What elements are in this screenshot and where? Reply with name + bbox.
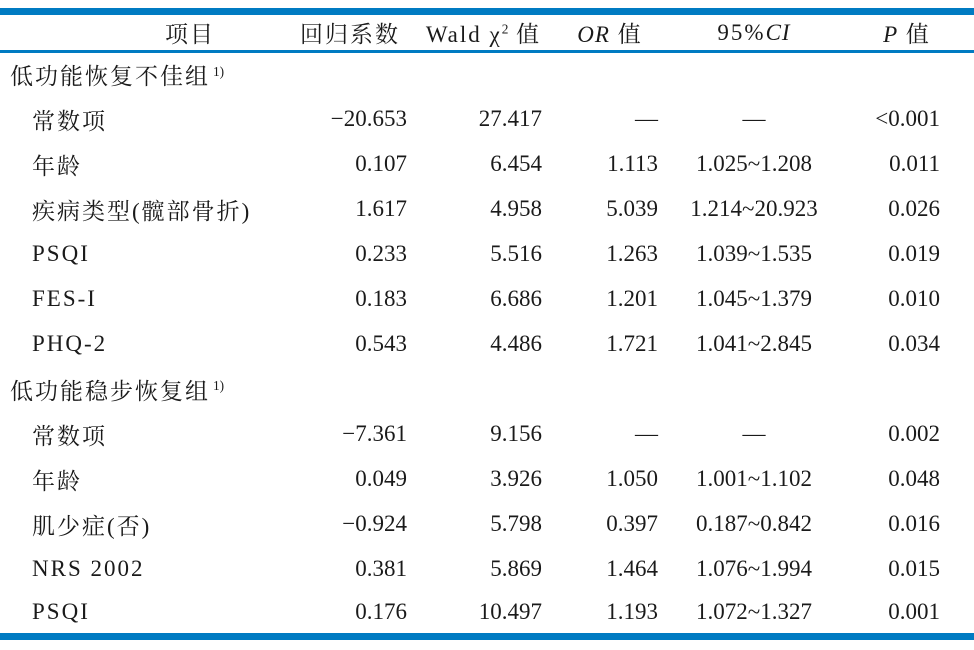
cell-wald: 27.417 bbox=[478, 106, 542, 131]
cell-coef: 0.381 bbox=[355, 556, 407, 581]
cell-wald: 9.156 bbox=[490, 421, 542, 446]
cell-item: 常数项 bbox=[32, 423, 107, 449]
header-row bbox=[0, 12, 974, 52]
cell-or: — bbox=[635, 421, 658, 446]
cell-item: 肌少症(否) bbox=[32, 513, 152, 539]
group-header-row bbox=[0, 52, 974, 97]
table-row bbox=[0, 142, 974, 187]
cell-item: NRS 2002 bbox=[32, 556, 145, 581]
table-row bbox=[0, 457, 974, 502]
group-label-cell bbox=[0, 367, 974, 412]
cell-coef: 0.176 bbox=[355, 599, 407, 625]
cell-item: PSQI bbox=[32, 599, 90, 625]
cell-coef: −0.924 bbox=[342, 511, 407, 536]
cell-coef: −7.361 bbox=[342, 421, 407, 446]
cell-item: 常数项 bbox=[32, 108, 107, 134]
cell-coef: 0.233 bbox=[355, 241, 407, 266]
cell-ci: 1.001~1.102 bbox=[696, 466, 812, 491]
cell-ci: 1.214~20.923 bbox=[690, 196, 818, 221]
cell-or: 1.201 bbox=[606, 286, 658, 311]
group-footnote-marker: 1) bbox=[213, 63, 225, 79]
table-row bbox=[0, 412, 974, 457]
table-row bbox=[0, 322, 974, 367]
cell-or: 1.193 bbox=[606, 599, 658, 625]
cell-coef: 0.183 bbox=[355, 286, 407, 311]
group-label: 低功能稳步恢复组 bbox=[10, 378, 210, 404]
regression-results-table bbox=[0, 8, 974, 640]
group-label-cell bbox=[0, 52, 974, 97]
cell-or: 1.721 bbox=[606, 331, 658, 356]
cell-ci: 1.076~1.994 bbox=[696, 556, 812, 581]
cell-p: 0.010 bbox=[888, 286, 940, 311]
table-row bbox=[0, 277, 974, 322]
cell-ci: 1.045~1.379 bbox=[696, 286, 812, 311]
cell-ci: 1.025~1.208 bbox=[696, 151, 812, 176]
cell-or: 5.039 bbox=[606, 196, 658, 221]
table-row bbox=[0, 592, 974, 637]
col-header-or bbox=[552, 12, 668, 52]
cell-or: 1.113 bbox=[607, 151, 658, 176]
cell-ci: 1.072~1.327 bbox=[696, 599, 812, 625]
cell-p: 0.019 bbox=[888, 241, 940, 266]
cell-ci: — bbox=[742, 106, 766, 131]
group-header-row bbox=[0, 367, 974, 412]
group-label: 低功能恢复不佳组 bbox=[10, 64, 210, 90]
cell-coef: 0.107 bbox=[355, 151, 407, 176]
cell-ci: 1.041~2.845 bbox=[696, 331, 812, 356]
cell-coef: 1.617 bbox=[355, 196, 407, 221]
cell-p: 0.015 bbox=[888, 556, 940, 581]
cell-ci: — bbox=[742, 421, 766, 446]
cell-p: 0.026 bbox=[888, 196, 940, 221]
cell-item: 年龄 bbox=[32, 153, 82, 179]
table-row bbox=[0, 187, 974, 232]
cell-ci: 0.187~0.842 bbox=[696, 511, 812, 536]
table-row bbox=[0, 232, 974, 277]
table-row bbox=[0, 547, 974, 592]
cell-or: 1.050 bbox=[606, 466, 658, 491]
col-header-item: 项目 bbox=[0, 12, 285, 52]
group-footnote-marker: 1) bbox=[213, 377, 225, 393]
wald-label: Wald χ bbox=[425, 22, 502, 47]
cell-wald: 6.686 bbox=[490, 286, 542, 311]
cell-item: FES-I bbox=[32, 286, 97, 311]
cell-item: PHQ-2 bbox=[32, 331, 108, 356]
col-header-p bbox=[840, 12, 974, 52]
cell-or: 0.397 bbox=[606, 511, 658, 536]
cell-p: <0.001 bbox=[875, 106, 940, 131]
cell-p: 0.048 bbox=[888, 466, 940, 491]
cell-item: 年龄 bbox=[32, 468, 82, 494]
cell-wald: 4.486 bbox=[490, 331, 542, 356]
table-row bbox=[0, 502, 974, 547]
table-row bbox=[0, 97, 974, 142]
or-label: OR bbox=[577, 22, 610, 47]
cell-wald: 5.869 bbox=[490, 556, 542, 581]
p-label: P bbox=[883, 22, 899, 47]
cell-or: 1.464 bbox=[606, 556, 658, 581]
col-header-wald bbox=[415, 12, 552, 52]
cell-wald: 4.958 bbox=[490, 196, 542, 221]
cell-p: 0.002 bbox=[888, 421, 940, 446]
cell-p: 0.001 bbox=[888, 599, 940, 625]
or-label-suffix: 值 bbox=[609, 22, 643, 47]
cell-wald: 5.516 bbox=[490, 241, 542, 266]
cell-wald: 6.454 bbox=[490, 151, 542, 176]
cell-p: 0.011 bbox=[889, 151, 940, 176]
cell-or: — bbox=[635, 106, 658, 131]
cell-coef: 0.049 bbox=[355, 466, 407, 491]
cell-coef: −20.653 bbox=[330, 106, 407, 131]
ci-label-prefix: 95% bbox=[717, 19, 766, 45]
cell-item: PSQI bbox=[32, 241, 90, 266]
cell-wald: 10.497 bbox=[478, 599, 542, 625]
wald-superscript: 2 bbox=[501, 21, 509, 37]
cell-p: 0.034 bbox=[888, 331, 940, 356]
col-header-coef: 回归系数 bbox=[285, 12, 415, 52]
cell-or: 1.263 bbox=[606, 241, 658, 266]
col-header-ci bbox=[668, 12, 840, 52]
cell-p: 0.016 bbox=[888, 511, 940, 536]
p-label-suffix: 值 bbox=[898, 22, 931, 47]
ci-label: CI bbox=[765, 19, 791, 45]
cell-wald: 5.798 bbox=[490, 511, 542, 536]
cell-coef: 0.543 bbox=[355, 331, 407, 356]
cell-item: 疾病类型(髋部骨折) bbox=[32, 198, 252, 224]
cell-ci: 1.039~1.535 bbox=[696, 241, 812, 266]
cell-wald: 3.926 bbox=[490, 466, 542, 491]
wald-label-suffix: 值 bbox=[508, 22, 542, 47]
